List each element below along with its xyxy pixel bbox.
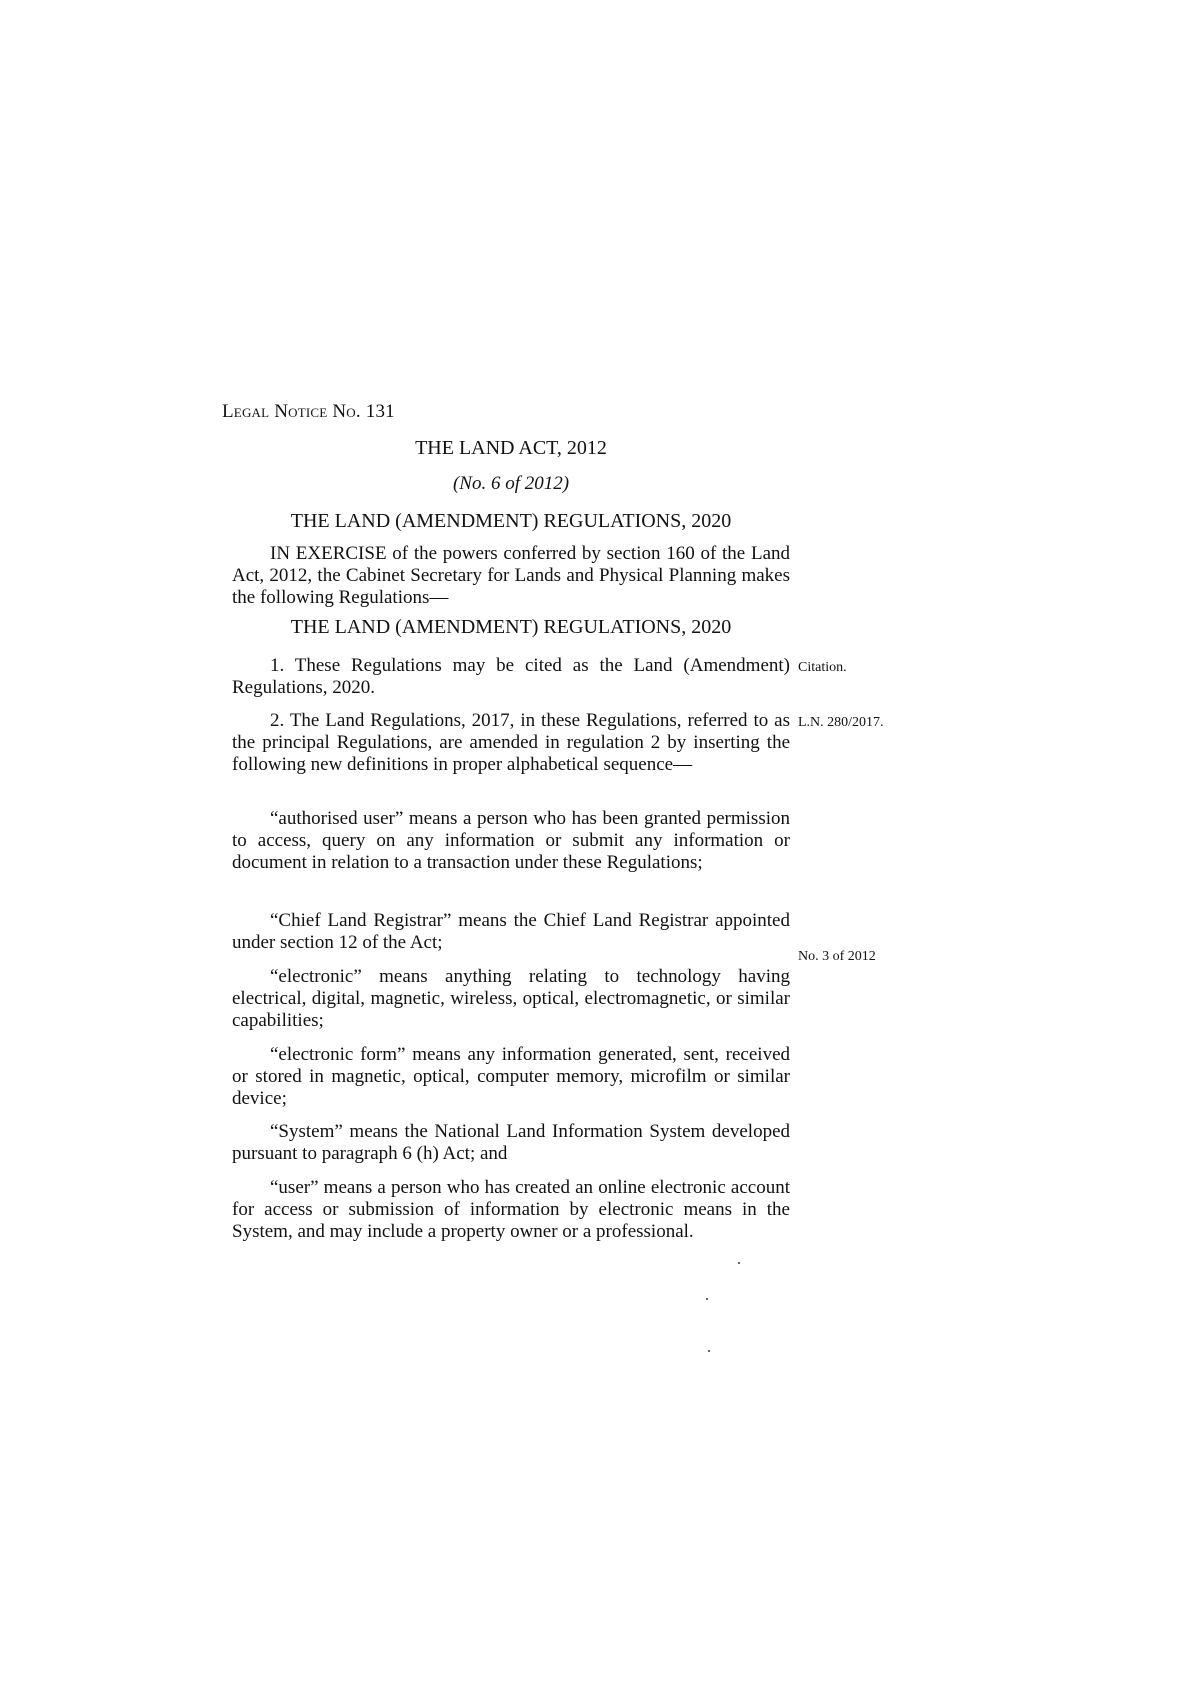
act-title: THE LAND ACT, 2012 [415, 437, 607, 459]
margin-note-ln-reference: L.N. 280/2017. [798, 715, 884, 730]
definition-electronic: “electronic” means anything relating to technology having electrical, digital, magnetic, wireless, optical, electromagnetic, or similar capabilities; [232, 966, 790, 1031]
enacting-clause: IN EXERCISE of the powers conferred by section 160 of the Land Act, 2012, the Cabinet Secretary for Lands and Physical Planning makes the following Regulations— [232, 543, 790, 608]
act-number-text: (No. 6 of 2012) [452, 473, 570, 494]
scan-speck [708, 1350, 710, 1352]
definition-user: “user” means a person who has created an online electronic account for access or submission of information by electronic means in the System, and may include a property owner or a professional. [232, 1177, 790, 1242]
act-number [222, 473, 800, 495]
regulations-title-repeat: THE LAND (AMENDMENT) REGULATIONS, 2020 [290, 616, 732, 638]
section-1-citation: 1. These Regulations may be cited as the Land (Amendment) Regulations, 2020. [232, 655, 790, 698]
scan-speck [738, 1262, 740, 1264]
definition-chief-land-registrar: “Chief Land Registrar” means the Chief Land Registrar appointed under section 12 of the Act; [232, 910, 790, 953]
definition-authorised-user: “authorised user” means a person who has been granted permission to access, query on any information or submit any information or document in relation to a transaction under these Regulations; [232, 808, 790, 873]
definition-electronic-form: “electronic form” means any information generated, sent, received or stored in magnetic, optical, computer memory, microfilm or similar device; [232, 1044, 790, 1109]
legal-notice-number: Legal Notice No. 131 [222, 401, 395, 422]
margin-note-citation: Citation. [798, 660, 847, 675]
regulations-title: THE LAND (AMENDMENT) REGULATIONS, 2020 [290, 510, 732, 532]
section-2-amendment: 2. The Land Regulations, 2017, in these Regulations, referred to as the principal Regulations, are amended in regulation 2 by inserting the following new definitions in proper alphabetical sequence— [232, 710, 790, 775]
margin-note-act-reference: No. 3 of 2012 [798, 949, 876, 964]
scan-speck [706, 1298, 708, 1300]
definition-system: “System” means the National Land Information System developed pursuant to paragraph 6 (h) Act; and [232, 1121, 790, 1164]
